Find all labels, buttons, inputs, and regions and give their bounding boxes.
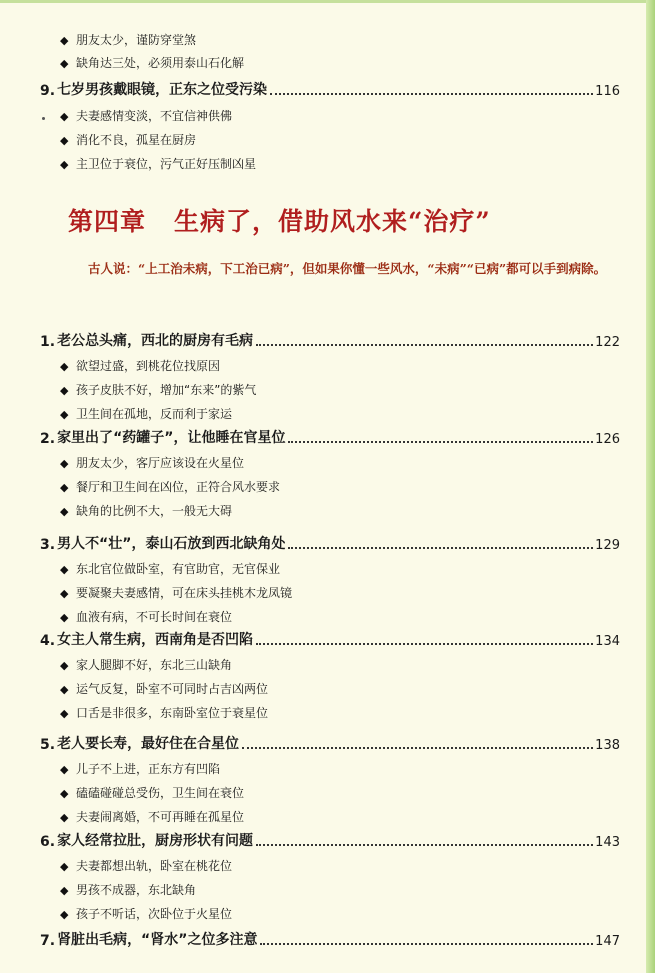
diamond-icon: ◆ [60, 587, 69, 600]
page-number: 147 [595, 934, 620, 949]
toc-bullet [60, 657, 232, 674]
entry-title-text: ，最好住在合星位 [127, 736, 240, 752]
entry-title-emphasis: 要长寿 [85, 736, 128, 752]
entry-title-text: 老公 [57, 333, 86, 349]
toc-bullet: ◆ 消化不良，孤星在厨房 [60, 133, 197, 147]
toc-bullet [60, 681, 268, 698]
entry-title-text: 女主人 [57, 632, 100, 648]
toc-entry-3[interactable] [40, 533, 620, 553]
bullet-text: 餐厅和卫生间在凶位，正符合风水要求 [76, 480, 281, 494]
toc-bullet: ◆ 缺角达三处，必须用泰山石化解 [60, 56, 245, 70]
diamond-icon: ◆ [60, 505, 69, 518]
toc-bullet [60, 761, 220, 778]
diamond-icon: ◆ [60, 57, 69, 70]
diamond-icon: ◆ [60, 611, 69, 624]
bullet-text: 缺角的比例不大，一般无大碍 [76, 504, 233, 518]
chapter-intro: 古人说：“上工治未病，下工治已病”，但如果你懂一些风水，“未病”“已病”都可以手到病除。 [88, 261, 607, 276]
toc-bullet [60, 406, 232, 423]
entry-number: 4. [40, 633, 56, 649]
entry-title-emphasis: 不“壮” [85, 536, 132, 552]
toc-bullet [60, 906, 232, 923]
toc-entry-5[interactable] [40, 733, 620, 753]
entry-title-emphasis: 常生病 [99, 632, 142, 648]
entry-title-text: 家人 [57, 833, 86, 849]
toc-bullet [60, 455, 244, 472]
entry-title-text: ，西南角是否凹陷 [141, 632, 254, 648]
bullet-text: 血液有病，不可长时间在衰位 [76, 610, 233, 624]
entry-number: 3. [40, 537, 56, 553]
entry-number: 9. [40, 83, 56, 99]
entry-title-text: 老人 [57, 736, 86, 752]
toc-bullet [60, 585, 292, 602]
toc-bullet [60, 609, 232, 626]
page-number: 122 [595, 335, 620, 350]
entry-title-text: ，泰山石放到西北缺角处 [131, 536, 286, 552]
diamond-icon: ◆ [60, 457, 69, 470]
toc-bullet: ◆ 主卫位于衰位，污气正好压制凶星 [60, 157, 257, 171]
entry-title-emphasis: 经常拉肚 [85, 833, 142, 849]
diamond-icon: ◆ [60, 134, 69, 147]
diamond-icon: ◆ [60, 110, 69, 123]
diamond-icon: ◆ [60, 787, 69, 800]
entry-title-text: 男人 [57, 536, 86, 552]
entry-title-text: ，厨房形状有问题 [141, 833, 254, 849]
toc-bullet [60, 882, 196, 899]
page-number: 138 [595, 738, 620, 753]
toc-bullet [60, 382, 256, 399]
diamond-icon: ◆ [60, 659, 69, 672]
entry-title-text: ，“肾水”之位多注意 [127, 932, 258, 948]
diamond-icon: ◆ [60, 707, 69, 720]
diamond-icon: ◆ [60, 384, 69, 397]
diamond-icon: ◆ [60, 158, 69, 171]
bullet-text: 磕磕碰碰总受伤，卫生间在衰位 [76, 786, 245, 800]
entry-number: 7. [40, 933, 56, 949]
dot-leader [288, 546, 593, 549]
entry-number: 6. [40, 834, 56, 850]
toc-bullet: ◆ 朋友太少，谨防穿堂煞 [60, 33, 197, 47]
dot-leader [256, 642, 593, 645]
page-number: 116 [595, 84, 620, 99]
diamond-icon: ◆ [60, 763, 69, 776]
bullet-text: 夫妻闹离婚，不可再睡在孤星位 [76, 810, 245, 824]
dot-leader [260, 942, 593, 945]
entry-title-text: 家里出了 [57, 430, 114, 446]
entry-number: 1. [40, 334, 56, 350]
diamond-icon: ◆ [60, 811, 69, 824]
dot-leader [256, 343, 593, 346]
toc-entry-2[interactable] [40, 427, 620, 447]
page-number: 134 [595, 634, 620, 649]
bullet-text: 夫妻都想出轨，卧室在桃花位 [76, 859, 233, 873]
page-number: 126 [595, 432, 620, 447]
entry-title-emphasis: 出毛病 [85, 932, 128, 948]
diamond-icon: ◆ [60, 481, 69, 494]
toc-bullet [60, 358, 220, 375]
diamond-icon: ◆ [60, 563, 69, 576]
dot-leader [270, 92, 593, 95]
entry-number: 5. [40, 737, 56, 753]
bullet-text: 家人腿脚不好，东北三山缺角 [76, 658, 233, 672]
diamond-icon: ◆ [60, 360, 69, 373]
entry-title-text: 肾脏 [57, 932, 86, 948]
entry-title-text: ，让他睡在官星位 [173, 430, 286, 446]
entry-title-text: ，西北的厨房有毛病 [127, 333, 254, 349]
bullet-text: 男孩不成器，东北缺角 [76, 883, 197, 897]
entry-number: 2. [40, 431, 56, 447]
diamond-icon: ◆ [60, 408, 69, 421]
bullet-text: 运气反复，卧室不可同时占吉凶两位 [76, 682, 269, 696]
bullet-text: 卫生间在孤地，反而利于家运 [76, 407, 233, 421]
diamond-icon: ◆ [60, 683, 69, 696]
toc-entry-4[interactable] [40, 629, 620, 649]
entry-title-emphasis: “药罐子” [113, 430, 174, 446]
toc-entry-7[interactable] [40, 929, 620, 949]
bullet-text: 东北官位做卧室，有官助官，无官保业 [76, 562, 281, 576]
toc-bullet [60, 561, 280, 578]
bullet-text: 口舌是非很多，东南卧室位于衰星位 [76, 706, 269, 720]
diamond-icon: ◆ [60, 884, 69, 897]
bullet-text: 欲望过盛，到桃花位找原因 [76, 359, 221, 373]
toc-entry-6[interactable] [40, 830, 620, 850]
dot-leader [288, 440, 593, 443]
toc-bullet [60, 785, 244, 802]
diamond-icon: ◆ [60, 908, 69, 921]
bullet-text: 朋友太少，客厅应该设在火星位 [76, 456, 245, 470]
entry-title-emphasis: 总头痛 [85, 333, 128, 349]
page-number: 129 [595, 538, 620, 553]
toc-bullet [60, 809, 244, 826]
bullet-text: 孩子不听话，次卧位于火星位 [76, 907, 233, 921]
page-number: 143 [595, 835, 620, 850]
bullet-text: 孩子皮肤不好，增加“东来”的紫气 [76, 383, 257, 397]
diamond-icon: ◆ [60, 860, 69, 873]
chapter-heading: 第四章 生病了，借助风水来“治疗” [68, 207, 491, 236]
toc-bullet [60, 479, 280, 496]
toc-bullet [60, 503, 232, 520]
toc-entry-1[interactable] [40, 330, 620, 350]
bullet-text: 儿子不上进，正东方有凹陷 [76, 762, 221, 776]
toc-bullet [60, 705, 268, 722]
toc-entry-9[interactable]: 9. 七岁 男孩 戴眼镜 ，正东之位受污染 116 [40, 82, 620, 99]
bullet-text: 要凝聚夫妻感情，可在床头挂桃木龙凤镜 [76, 586, 293, 600]
toc-bullet: ◆ 夫妻感情变淡，不宜信神供佛 [60, 109, 233, 123]
print-speck [42, 117, 45, 120]
dot-leader [256, 843, 593, 846]
toc-bullet [60, 858, 232, 875]
page-right-edge [646, 0, 655, 973]
dot-leader [242, 746, 593, 749]
diamond-icon: ◆ [60, 34, 69, 47]
